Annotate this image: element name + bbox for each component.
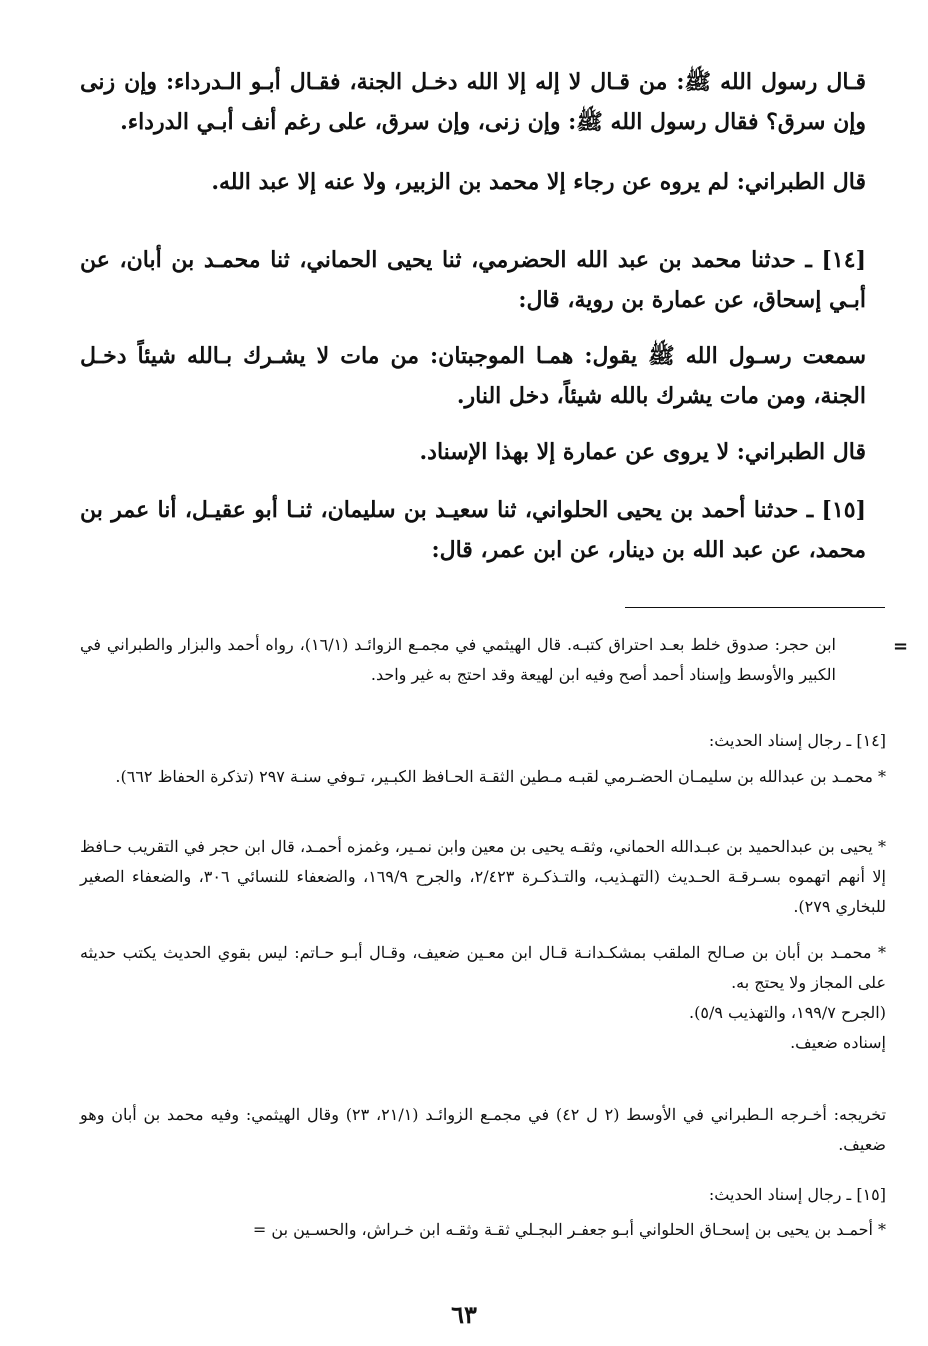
footnote-text: * أحمـد بن يحيى بن إسحـاق الحلواني أبـو جعفـر البجـلي ثقـة وثقـه ابن خـراش، والحسـين بن = xyxy=(252,1220,886,1239)
footnote xyxy=(80,938,886,1058)
continuation-mark: = xyxy=(893,636,909,657)
footnote-text: (الجرح ١٩٩/٧، والتهذيب ٥/٩). xyxy=(689,1003,886,1022)
footnote xyxy=(80,726,886,756)
paragraph-2: قال الطبراني: لم يروه عن رجاء إلا محمد بن الزبير، ولا عنه إلا عبد الله. xyxy=(211,169,866,195)
main-text xyxy=(80,490,866,570)
footnote-text: * محمـد بن أبان بن صـالح الملقب بمشكـدانـة قـال ابن معـين ضعيف، وقـال أبـو حـاتم: ليس بقوي الحديث يكتب حديثه على المجاز ولا يحتج به. xyxy=(80,943,886,992)
footnote-text: إسناده ضعيف. xyxy=(790,1033,886,1052)
main-text xyxy=(80,432,866,472)
footnote xyxy=(80,1100,886,1160)
main-text xyxy=(80,162,866,202)
hadith-15 xyxy=(80,490,866,570)
hadith-14 xyxy=(80,240,866,320)
hadith-text: حدثنا أحمد بن يحيى الحلواني، ثنا سعيـد بن سليمان، ثنـا أبو عقيـل، أنا عمر بن محمد، عن عبد الله بن دينار، عن ابن عمر، قال: xyxy=(80,497,866,563)
footnote xyxy=(80,630,836,690)
paragraph-5: قال الطبراني: لا يروى عن عمارة إلا بهذا الإسناد. xyxy=(419,439,866,465)
footnote xyxy=(80,832,886,922)
footnote xyxy=(80,1180,886,1210)
main-text xyxy=(80,62,866,142)
footnote-heading: [١٤] ـ رجال إسناد الحديث: xyxy=(708,731,886,750)
hadith-text: حدثنا محمد بن عبد الله الحضرمي، ثنا يحيى الحماني، ثنا محمـد بن أبان، عن أبـي إسحاق، عن عمارة بن روية، قال: xyxy=(80,247,866,313)
footnote-text: * يحيى بن عبدالحميد بن عبـدالله الحماني، وثقـه يحيى بن معين وابن نمـير، وغمزه أحمـد، قال ابن حجر في التقريب حـافظ إلا أنهم اتهموه بسـرقـة الحـديث (التهـذيب، والتـذكـرة ٢/٤٢٣، والجرح ١٦٩/٩، والضعفاء للنسائي ٣٠٦، والضعفاء الصغير للبخاري ٢٧٩). xyxy=(80,837,886,916)
footnote-divider xyxy=(625,607,885,608)
footnote xyxy=(80,1215,886,1245)
footnote xyxy=(80,762,886,792)
paragraph-4: سمعت رسـول الله ﷺ يقول: همـا الموجبتان: من مات لا يشـرك بـالله شيئاً دخـل الجنة، ومن مات يشرك بالله شيئاً، دخل النار. xyxy=(80,343,866,409)
footnote-text: ابن حجر: صدوق خلط بعـد احتراق كتبـه. قال الهيثمي في مجمـع الزوائـد (١٦/١)، رواه أحمد والبزار والطبراني في الكبير والأوسط وإسناد أحمد أصح وفيه ابن لهيعة وقد احتج به غير واحد. xyxy=(80,635,836,684)
main-text xyxy=(80,336,866,416)
page-number: ٦٣ xyxy=(451,1300,477,1329)
footnote-heading: [١٥] ـ رجال إسناد الحديث: xyxy=(708,1185,886,1204)
paragraph-1: قـال رسول الله ﷺ: من قـال لا إله إلا الله دخـل الجنة، فقـال أبـو الـدرداء: وإن زنى وإن سرق؟ فقال رسول الله ﷺ: وإن زنى، وإن سرق، على رغم أنف أبـي الدرداء. xyxy=(80,69,866,135)
hadith-number: [١٥] ـ xyxy=(806,497,867,523)
footnote-text: * محمـد بن عبدالله بن سليمـان الحضـرمي لقبـه مـطين الثقـة الحـافظ الكبـير، تـوفي سنـة ٢٩٧ (تذكرة الحفاظ ٦٦٢). xyxy=(115,767,886,786)
footnote-text: تخريجه: أخـرجه الـطبراني في الأوسط (٢ ل ٤٢) في مجمـع الزوائـد (٢١/١، ٢٣) وقال الهيثمي: وفيه محمد بن أبان وهو ضعيف. xyxy=(80,1105,887,1154)
main-text xyxy=(80,240,866,320)
hadith-number: [١٤] ـ xyxy=(805,247,866,273)
